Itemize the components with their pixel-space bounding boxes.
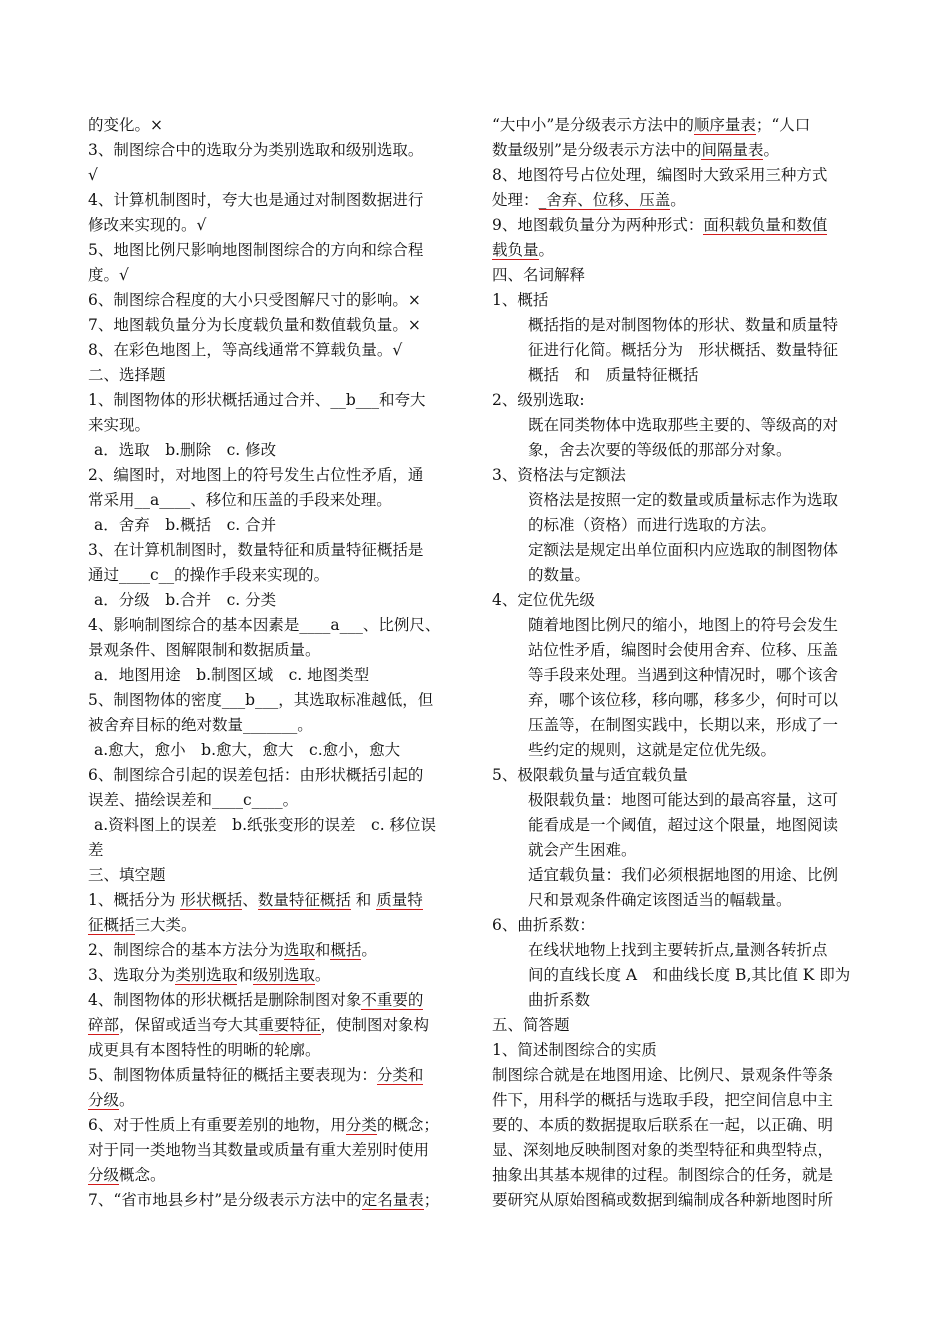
answer-options: a．舍弃 b.概括 c. 合并: [94, 516, 277, 534]
definition-line: 定额法是规定出单位面积内应选取的制图物体: [528, 541, 839, 559]
question-line: 5、制图物体的密度___b___，其选取标准越低，但: [88, 691, 434, 709]
definition-line: 曲折系数: [528, 991, 591, 1009]
text-line: √: [88, 166, 98, 184]
underlined-answer: 概括: [330, 941, 362, 959]
section-heading: 五、简答题: [492, 1016, 570, 1034]
section-heading: 三、填空题: [88, 866, 166, 884]
fill-in-line: 2、制图综合的基本方法分为选取和概括。: [88, 941, 377, 959]
question-heading: 1、简述制图综合的实质: [492, 1041, 657, 1059]
fill-in-line: 4、制图物体的形状概括是删除制图对象不重要的: [88, 991, 424, 1009]
definition-line: 适宜载负量：我们必须根据地图的用途、比例: [528, 866, 839, 884]
answer-options: a.愈大，愈小 b.愈大，愈大 c.愈小，愈大: [94, 741, 401, 759]
underlined-answer: 类别选取: [175, 966, 238, 984]
text-line: 3、制图综合中的选取分为类别选取和级别选取。: [88, 141, 424, 159]
underlined-answer: 载负量: [492, 241, 539, 259]
question-line: 4、影响制图综合的基本因素是____a___、比例尺、: [88, 616, 441, 634]
fill-in-line: 3、选取分为类别选取和级别选取。: [88, 966, 331, 984]
fill-in-line: 征概括三大类。: [88, 916, 197, 934]
answer-line: 件下，用科学的概括与选取手段，把空间信息中主: [492, 1091, 834, 1109]
question-line: 景观条件、图解限制和数据质量。: [88, 641, 321, 659]
definition-line: 的标准（资格）而进行选取的方法。: [528, 516, 777, 534]
text-line: 8、在彩色地图上，等高线通常不算载负量。√: [88, 341, 403, 359]
answer-line: 要的、本质的数据提取后联系在一起，以正确、明: [492, 1116, 834, 1134]
underlined-answer: 面积载负量和数值: [703, 216, 828, 234]
fill-in-line: 处理：_舍弃、位移、压盖。: [492, 191, 686, 209]
underlined-answer: 不重要的: [361, 991, 424, 1009]
text-line: 7、地图载负量分为长度载负量和数值载负量。×: [88, 316, 421, 334]
question-line: 1、制图物体的形状概括通过合并、__b___和夸大: [88, 391, 426, 409]
term-heading: 6、曲折系数：: [492, 916, 595, 934]
underlined-answer: 征概括: [88, 916, 135, 934]
definition-line: 能看成是一个阈值，超过这个限量，地图阅读: [528, 816, 839, 834]
answer-line: 显、深刻地反映制图对象的类型特征和典型特点，: [492, 1141, 834, 1159]
fill-in-line: 载负量。: [492, 241, 555, 259]
question-line: 来实现。: [88, 416, 151, 434]
question-line: 2、编图时，对地图上的符号发生占位性矛盾，通: [88, 466, 424, 484]
underlined-answer: 形状概括: [180, 891, 243, 909]
question-line: 6、制图综合引起的误差包括：由形状概括引起的: [88, 766, 424, 784]
fill-in-line: “大中小”是分级表示方法中的顺序量表；“人口: [492, 116, 811, 134]
definition-line: 压盖等，在制图实践中，长期以来，形成了一: [528, 716, 839, 734]
definition-line: 概括指的是对制图物体的形状、数量和质量特: [528, 316, 839, 334]
underlined-answer: 间隔量表: [701, 141, 764, 159]
underlined-answer: 质量特: [376, 891, 423, 909]
fill-in-line: 对于同一类地物当其数量或质量有重大差别时使用: [88, 1141, 430, 1159]
definition-line: 征进行化简。概括分为 形状概括、数量特征: [528, 341, 839, 359]
underlined-answer: 分级: [88, 1091, 120, 1109]
text-line: 修改来实现的。√: [88, 216, 207, 234]
underlined-answer: 数量特征概括: [257, 891, 351, 909]
term-heading: 4、定位优先级: [492, 591, 595, 609]
definition-line: 在线状地物上找到主要转折点,量测各转折点: [528, 941, 828, 959]
definition-line: 就会产生困难。: [528, 841, 637, 859]
underlined-answer: 选取: [283, 941, 315, 959]
fill-in-line: 分级。: [88, 1091, 135, 1109]
term-heading: 3、资格法与定额法: [492, 466, 626, 484]
fill-in-line: 5、制图物体质量特征的概括主要表现为：分类和: [88, 1066, 424, 1084]
definition-line: 象，舍去次要的等级低的那部分对象。: [528, 441, 792, 459]
question-line: 通过____c__的操作手段来实现的。: [88, 566, 330, 584]
question-line: 3、在计算机制图时，数量特征和质量特征概括是: [88, 541, 424, 559]
question-line: 常采用__a____、移位和压盖的手段来处理。: [88, 491, 392, 509]
right-column: [492, 113, 867, 1213]
underlined-answer: 定名量表: [361, 1191, 424, 1209]
definition-line: 随着地图比例尺的缩小，地图上的符号会发生: [528, 616, 839, 634]
fill-in-line: 8、地图符号占位处理，编图时大致采用三种方式: [492, 166, 828, 184]
underlined-answer: 分类和: [376, 1066, 424, 1084]
answer-options: a．地图用途 b.制图区域 c. 地图类型: [94, 666, 370, 684]
fill-in-line: 1、概括分为 形状概括、数量特征概括 和 质量特: [88, 891, 423, 909]
answer-options: a．分级 b.合并 c. 分类: [94, 591, 277, 609]
term-heading: 2、级别选取:: [492, 391, 585, 409]
text-line: 的变化。×: [88, 116, 163, 134]
section-heading: 二、选择题: [88, 366, 166, 384]
fill-in-line: 数量级别”是分级表示方法中的间隔量表。: [492, 141, 779, 159]
fill-in-line: 7、“省市地县乡村”是分级表示方法中的定名量表；: [88, 1191, 440, 1209]
definition-line: 的数量。: [528, 566, 591, 584]
answer-line: 要研究从原始图稿或数据到编制成各种新地图时所: [492, 1191, 834, 1209]
underlined-answer: 分类: [345, 1116, 377, 1134]
text-line: 5、地图比例尺影响地图制图综合的方向和综合程: [88, 241, 424, 259]
section-heading: 四、名词解释: [492, 266, 586, 284]
fill-in-line: 9、地图载负量分为两种形式：面积载负量和数值: [492, 216, 828, 234]
text-line: 6、制图综合程度的大小只受图解尺寸的影响。×: [88, 291, 421, 309]
definition-line: 概括 和 质量特征概括: [528, 366, 699, 384]
text-line: 差: [88, 841, 104, 859]
definition-line: 站位性矛盾，编图时会使用舍弃、位移、压盖: [528, 641, 839, 659]
fill-in-line: 成更具有本图特性的明晰的轮廓。: [88, 1041, 321, 1059]
definition-line: 极限载负量：地图可能达到的最高容量，这可: [528, 791, 839, 809]
underlined-answer: 碎部: [88, 1016, 120, 1034]
answer-options: a.资料图上的误差 b.纸张变形的误差 c. 移位误: [94, 816, 437, 834]
definition-line: 尺和景观条件确定该图适当的幅载量。: [528, 891, 792, 909]
definition-line: 既在同类物体中选取那些主要的、等级高的对: [528, 416, 839, 434]
underlined-answer: 重要特征: [258, 1016, 321, 1034]
underlined-answer: 分级: [88, 1166, 120, 1184]
question-line: 误差、描绘误差和____c____。: [88, 791, 299, 809]
underlined-answer: 级别选取: [252, 966, 315, 984]
definition-line: 资格法是按照一定的数量或质量标志作为选取: [528, 491, 839, 509]
term-heading: 5、极限载负量与适宜载负量: [492, 766, 688, 784]
answer-options: a．选取 b.删除 c. 修改: [94, 441, 277, 459]
question-line: 被舍弃目标的绝对数量_______。: [88, 716, 313, 734]
fill-in-line: 6、对于性质上有重要差别的地物，用分类的概念；: [88, 1116, 439, 1134]
definition-line: 等手段来处理。当遇到这种情况时，哪个该舍: [528, 666, 839, 684]
fill-in-line: 碎部，保留或适当夸大其重要特征，使制图对象构: [88, 1016, 430, 1034]
underlined-answer: _舍弃、位移、压盖: [538, 191, 671, 209]
left-column: [88, 113, 470, 1213]
answer-line: 抽象出其基本规律的过程。制图综合的任务，就是: [492, 1166, 834, 1184]
term-heading: 1、概括: [492, 291, 549, 309]
text-line: 4、计算机制图时，夸大也是通过对制图数据进行: [88, 191, 424, 209]
answer-line: 制图综合就是在地图用途、比例尺、景观条件等条: [492, 1066, 834, 1084]
definition-line: 弃，哪个该位移，移向哪，移多少，何时可以: [528, 691, 839, 709]
text-line: 度。√: [88, 266, 129, 284]
definition-line: 些约定的规则，这就是定位优先级。: [528, 741, 777, 759]
definition-line: 间的直线长度 A 和曲线长度 B,其比值 K 即为: [528, 966, 851, 984]
fill-in-line: 分级概念。: [88, 1166, 166, 1184]
underlined-answer: 顺序量表: [693, 116, 756, 134]
